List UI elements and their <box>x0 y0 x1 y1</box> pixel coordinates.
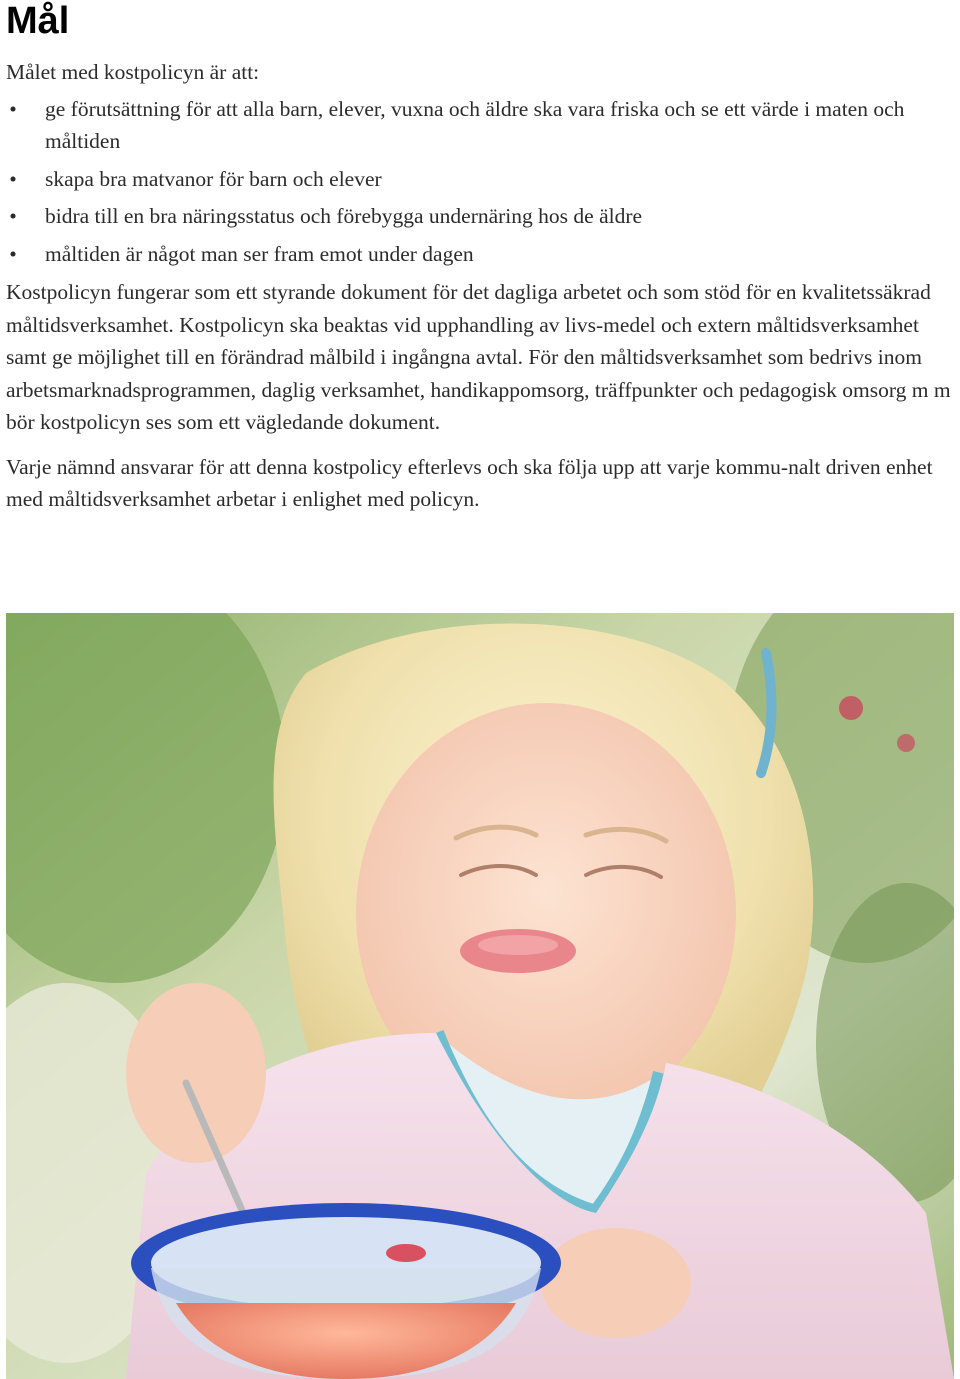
bullet-icon: • <box>9 241 17 266</box>
page-title: Mål <box>6 0 70 42</box>
goal-item <box>6 93 954 158</box>
goal-item <box>6 200 954 233</box>
child-eating-photo <box>6 613 954 1379</box>
bullet-icon: • <box>9 96 17 121</box>
goal-text: bidra till en bra näringsstatus och förebygga undernäring hos de äldre <box>45 204 643 228</box>
bullet-icon: • <box>9 204 17 228</box>
goal-text: måltiden är något man ser fram emot under dagen <box>45 241 474 266</box>
intro-text: Målet med kostpolicyn är att: <box>6 60 260 84</box>
goal-item <box>6 163 954 196</box>
paragraph: Varje nämnd ansvarar för att denna kostpolicy efterlevs och ska följa upp att varje kommu-nalt driven enhet med måltidsverksamhet arbetar i enlighet med policyn. <box>6 454 933 511</box>
goal-item <box>6 238 954 271</box>
goal-list <box>6 93 954 271</box>
goal-text: ge förutsättning för att alla barn, elever, vuxna och äldre ska vara friska och se ett värde i maten och måltiden <box>45 96 905 153</box>
goal-text: skapa bra matvanor för barn och elever <box>45 166 382 191</box>
bullet-icon: • <box>9 166 17 191</box>
hand <box>126 983 266 1163</box>
paragraph: Kostpolicyn fungerar som ett styrande dokument för det dagliga arbetet och som stöd för en kvalitetssäkrad måltidsverksamhet. Kostpolicyn ska beaktas vid upphandling av livs-medel och extern måltidsverksamhet samt ge möjlighet till en förändrad målbild i ingångna avtal. För den måltidsverksamhet som bedrivs inom arbetsmarknadsprogrammen, daglig verksamhet, handikappomsorg, träffpunkter och pedagogisk omsorg m m bör kostpolicyn ses som ett vägledande dokument. <box>6 280 951 434</box>
body-text <box>6 56 954 528</box>
